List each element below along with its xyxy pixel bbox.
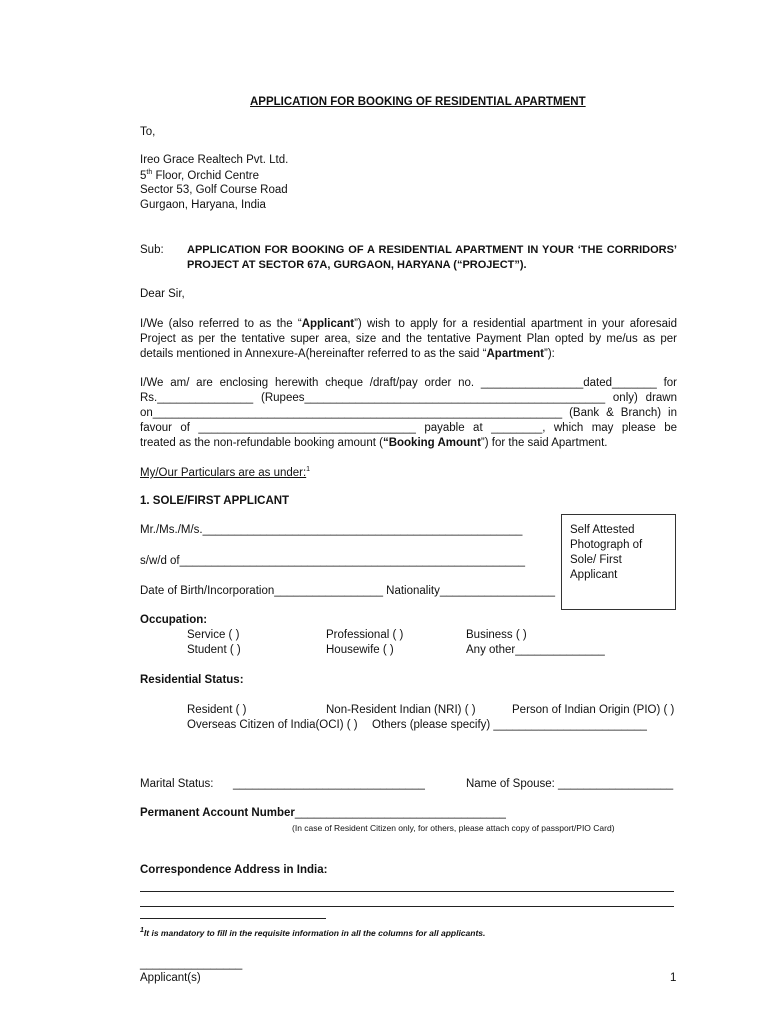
pan-row xyxy=(140,807,506,819)
paragraph-line xyxy=(140,318,677,330)
document-title: APPLICATION FOR BOOKING OF RESIDENTIAL APARTMENT xyxy=(250,96,586,108)
marital-status-label: Marital Status: xyxy=(140,778,214,790)
address-line xyxy=(140,169,259,182)
first-applicant-heading: 1. SOLE/FIRST APPLICANT xyxy=(140,495,290,507)
spouse-name-field[interactable]: Name of Spouse: __________________ xyxy=(466,778,674,790)
address-line: Gurgaon, Haryana, India xyxy=(140,199,266,211)
pan-note: (In case of Resident Citizen only, for others, please attach copy of passport/PIO Card) xyxy=(292,823,615,833)
marital-status-field[interactable]: ______________________________ xyxy=(233,778,425,790)
status-nri[interactable]: Non-Resident Indian (NRI) ( ) xyxy=(326,704,476,716)
text-span: I/We (also referred to as the “ xyxy=(140,318,302,330)
subject-line: APPLICATION FOR BOOKING OF A RESIDENTIAL APARTMENT IN YOUR ‘THE CORRIDORS’ xyxy=(187,244,677,256)
text-span: treated as the non-refundable booking amount ( xyxy=(140,437,383,449)
address-input-line[interactable] xyxy=(140,906,674,907)
particulars-heading xyxy=(140,466,310,479)
relation-field[interactable]: s/w/d of______________________________________________________ xyxy=(140,555,525,567)
to-label: To, xyxy=(140,126,156,138)
address-input-line[interactable] xyxy=(140,918,326,919)
dob-nationality-field[interactable]: Date of Birth/Incorporation_________________ Nationality__________________ xyxy=(140,585,555,597)
text-span: ”) for the said Apartment. xyxy=(480,437,608,449)
address-input-line[interactable] xyxy=(140,891,674,892)
signature-line[interactable]: ________________ xyxy=(140,958,243,970)
occupation-service[interactable]: Service ( ) xyxy=(187,629,240,641)
applicants-label: Applicant(s) xyxy=(140,972,201,984)
status-resident[interactable]: Resident ( ) xyxy=(187,704,247,716)
occupation-housewife[interactable]: Housewife ( ) xyxy=(326,644,394,656)
paragraph-line: favour of __________________________________ payable at ________, which may please be xyxy=(140,422,677,434)
floor-number: 5 xyxy=(140,169,147,182)
status-oci[interactable]: Overseas Citizen of India(OCI) ( ) xyxy=(187,719,358,731)
status-others[interactable]: Others (please specify) ________________________ xyxy=(372,719,647,731)
text-span: ”) wish to apply for a residential apartment in your aforesaid xyxy=(354,318,678,330)
subject-label: Sub: xyxy=(140,244,164,256)
subject-line: PROJECT AT SECTOR 67A, GURGAON, HARYANA (“PROJECT”). xyxy=(187,259,527,271)
page-number: 1 xyxy=(670,972,677,984)
floor-superscript: th xyxy=(146,169,153,176)
paragraph-line: I/We am/ are enclosing herewith cheque /draft/pay order no. ________________dated_______ for xyxy=(140,377,677,389)
footnote xyxy=(140,927,485,938)
occupation-business[interactable]: Business ( ) xyxy=(466,629,527,641)
footnote-text: It is mandatory to fill in the requisite information in all the columns for all applicants. xyxy=(143,927,486,938)
apartment-term: Apartment xyxy=(486,348,544,360)
footnote-marker: 1 xyxy=(306,466,311,473)
address-line: Ireo Grace Realtech Pvt. Ltd. xyxy=(140,154,289,166)
footnote-number: 1 xyxy=(140,927,144,934)
photograph-label: Self Attested Photograph of Sole/ First Applicant xyxy=(570,524,643,581)
occupation-any-other[interactable]: Any other______________ xyxy=(466,644,605,656)
paragraph-line xyxy=(140,348,555,360)
pan-field[interactable]: _________________________________ xyxy=(294,807,506,819)
pan-label: Permanent Account Number xyxy=(140,807,295,819)
paragraph-line xyxy=(140,437,607,449)
residential-status-heading: Residential Status: xyxy=(140,674,244,686)
occupation-professional[interactable]: Professional ( ) xyxy=(326,629,404,641)
occupation-heading: Occupation: xyxy=(140,614,208,626)
salutation: Dear Sir, xyxy=(140,288,185,300)
status-pio[interactable]: Person of Indian Origin (PIO) ( ) xyxy=(512,704,675,716)
text-span: details mentioned in Annexure-A(hereinafter referred to as the said “ xyxy=(140,348,487,360)
floor-rest: Floor, Orchid Centre xyxy=(152,169,259,182)
text-span: ”): xyxy=(544,348,555,360)
occupation-student[interactable]: Student ( ) xyxy=(187,644,241,656)
paragraph-line: Rs._______________ (Rupees_______________________________________________ only) drawn xyxy=(140,392,677,404)
applicant-term: Applicant xyxy=(301,318,355,330)
correspondence-heading: Correspondence Address in India: xyxy=(140,864,328,876)
address-line: Sector 53, Golf Course Road xyxy=(140,184,288,196)
booking-amount-term: “Booking Amount xyxy=(382,437,481,449)
paragraph-line: Project as per the tentative super area, size and the tentative Payment Plan opted by me/us as per xyxy=(140,333,677,345)
paragraph-line: on________________________________________________________________ (Bank & Branch) in xyxy=(140,407,677,419)
particulars-text: My/Our Particulars are as under: xyxy=(140,466,307,479)
photograph-box xyxy=(561,514,676,610)
name-field[interactable]: Mr./Ms./M/s.__________________________________________________ xyxy=(140,524,523,536)
